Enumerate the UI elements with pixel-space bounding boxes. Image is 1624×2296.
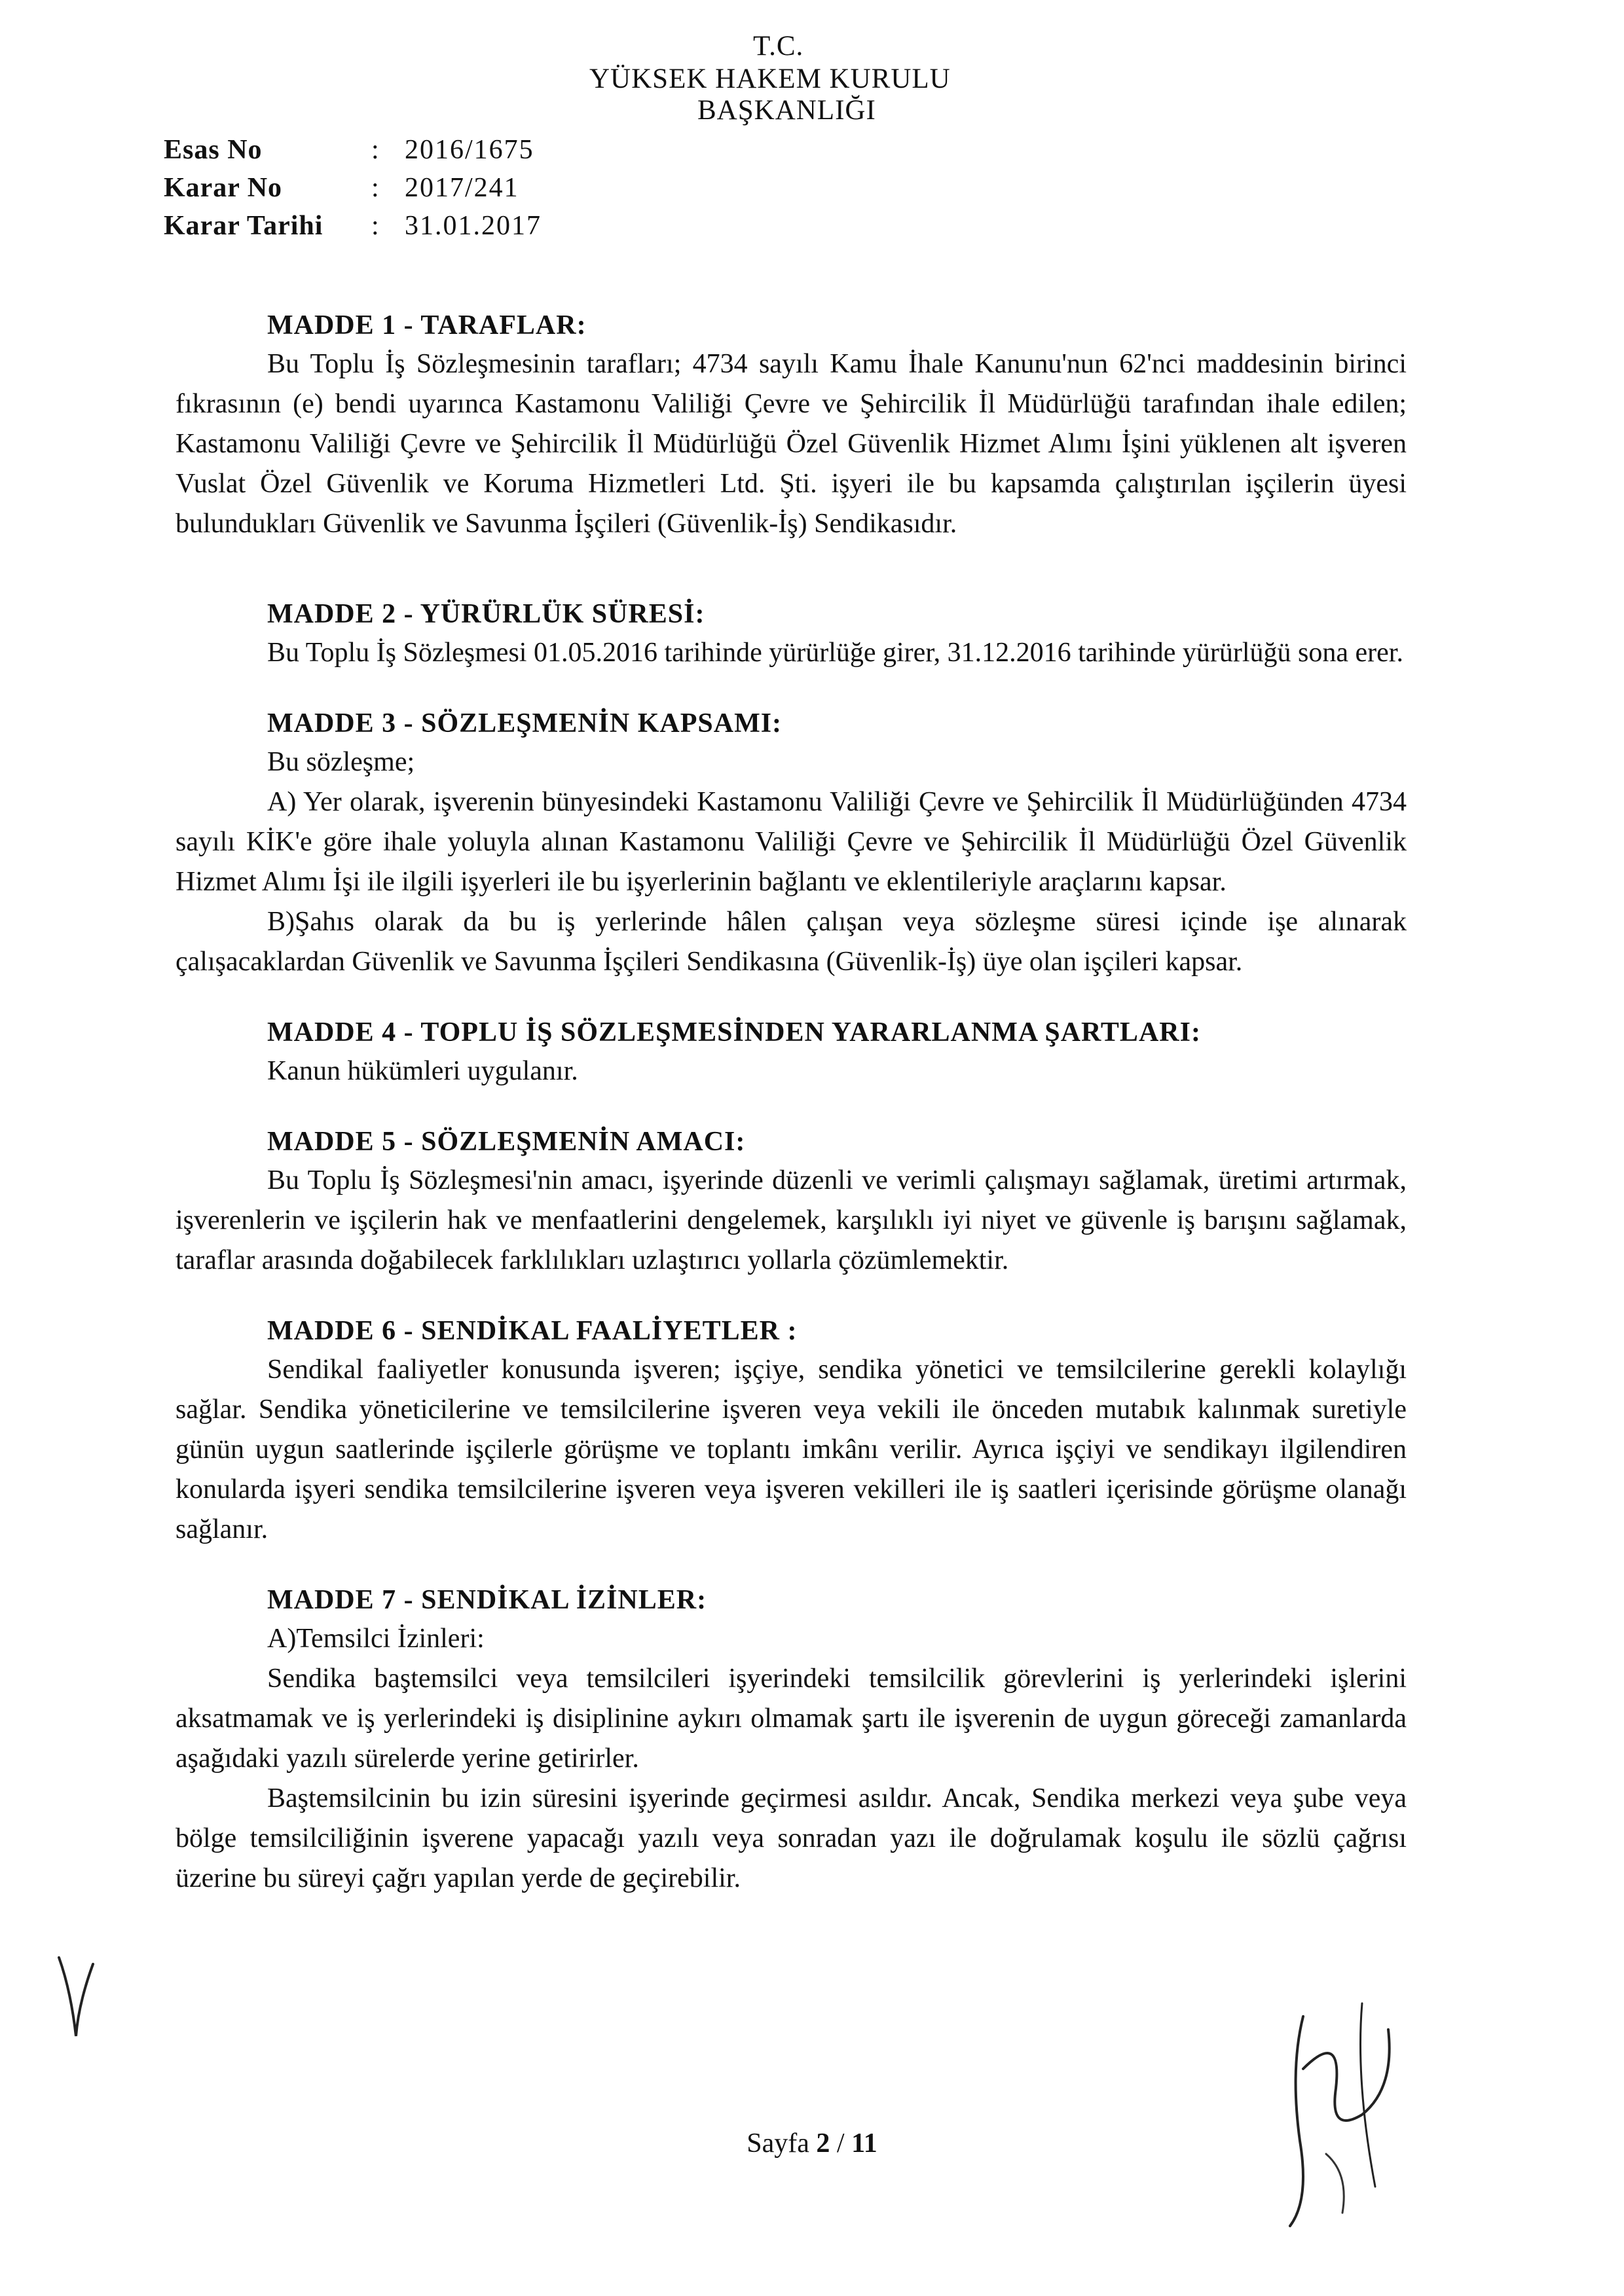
meta-label: Karar Tarihi [164, 211, 323, 241]
meta-value: 2017/241 [405, 173, 519, 203]
article-title: MADDE 1 - TARAFLAR: [267, 310, 587, 340]
article-4 [175, 1013, 1407, 1091]
article-paragraph: B)Şahıs olarak da bu iş yerlerinde hâlen çalışan veya sözleşme süresi içinde işe alınarak çalışacaklardan Güvenlik ve Savunma İşçileri Sendikasına (Güvenlik-İş) üye olan işçileri kapsar. [175, 907, 1407, 977]
article-7 [175, 1581, 1407, 1899]
footer-page-number: 2 [816, 2128, 830, 2159]
article-3 [175, 704, 1407, 982]
signature-mark [1264, 1990, 1414, 2239]
article-title: MADDE 6 - SENDİKAL FAALİYETLER : [267, 1316, 798, 1346]
article-title: MADDE 7 - SENDİKAL İZİNLER: [267, 1585, 707, 1615]
meta-value: 31.01.2017 [405, 211, 542, 241]
meta-label: Esas No [164, 135, 263, 165]
header-office: BAŞKANLIĞI [697, 95, 876, 126]
footer-page-total: 11 [851, 2128, 877, 2159]
article-paragraph: Bu Toplu İş Sözleşmesi 01.05.2016 tarihinde yürürlüğe girer, 31.12.2016 tarihinde yürürlüğü sona erer. [267, 638, 1403, 668]
meta-value: 2016/1675 [405, 135, 534, 165]
article-paragraph: Baştemsilcinin bu izin süresini işyerinde geçirmesi asıldır. Ancak, Sendika merkezi veya şube veya bölge temsilciliğinin işverene yapacağı yazılı veya sonradan yazı ile doğrulamak koşulu ile sözlü çağrısı üzerine bu süreyi çağrı yapılan yerde de geçirebilir. [175, 1783, 1407, 1893]
document-body [175, 306, 1407, 1899]
article-paragraph: Sendika baştemsilci veya temsilcileri işyerindeki temsilcilik görevlerini iş yerlerindeki işlerini aksatmamak ve iş yerlerindeki iş disiplinine aykırı olmamak şartı ile işverenin de uygun göreceği zamanlarda aşağıdaki yazılı sürelerde yerine getirirler. [175, 1664, 1407, 1774]
article-paragraph: Bu sözleşme; [267, 747, 415, 777]
article-2 [175, 595, 1407, 673]
article-6 [175, 1312, 1407, 1550]
article-paragraph: Kanun hükümleri uygulanır. [267, 1056, 578, 1086]
article-paragraph: Bu Toplu İş Sözleşmesinin tarafları; 4734 sayılı Kamu İhale Kanunu'nun 62'nci maddesinin birinci fıkrasının (e) bendi uyarınca Kastamonu Valiliği Çevre ve Şehircilik İl Müdürlüğü tarafından ihale edilen; Kastamonu Valiliği Çevre ve Şehircilik İl Müdürlüğü Özel Güvenlik Hizmet Alımı İşini yüklenen alt işveren Vuslat Özel Güvenlik ve Koruma Hizmetleri Ltd. Şti. işyeri ile bu kapsamda çalıştırılan işçilerin üyesi bulundukları Güvenlik ve Savunma İşçileri (Güvenlik-İş) Sendikasıdır. [175, 349, 1407, 539]
footer-separator: / [836, 2128, 845, 2159]
article-5 [175, 1123, 1407, 1281]
article-paragraph: A) Yer olarak, işverenin bünyesindeki Kastamonu Valiliği Çevre ve Şehircilik İl Müdürlüğünden 4734 sayılı KİK'e göre ihale yoluyla alınan Kastamonu Valiliği Çevre ve Şehircilik İl Müdürlüğü Özel Güvenlik Hizmet Alımı İşi ile ilgili işyerleri ile bu işyerlerinin bağlantı ve eklentileriyle araçlarını kapsar. [175, 787, 1407, 897]
article-title: MADDE 4 - TOPLU İŞ SÖZLEŞMESİNDEN YARARLANMA ŞARTLARI: [267, 1017, 1201, 1048]
margin-tick-mark [52, 1944, 105, 2049]
article-paragraph: Bu Toplu İş Sözleşmesi'nin amacı, işyerinde düzenli ve verimli çalışmayı sağlamak, üretimi artırmak, işverenlerin ve işçilerin hak ve menfaatlerini dengelemek, karşılıklı iyi niyet ve güvenle iş barışını sağlamak, taraflar arasında doğabilecek farklılıkları uzlaştırıcı yollarla çözümlemektir. [175, 1165, 1407, 1275]
document-page: T.C. YÜKSEK HAKEM KURULU BAŞKANLIĞI Esas No : 2016/1675 Karar No : 2017/241 Karar Tarihi : 31.01.2017 MADDE 1 - TARAFLAR: Bu Toplu İş Sözleşmesinin tarafları; 4734 sayılı Kamu İhale Kanunu'nun 62'nci maddesinin birinci fıkrasının (e) bendi uyarınca Kastamonu Valiliği Çevre ve Şehircilik İl Müdürlüğü tarafından ihale edilen; Kastamonu Valiliği Çevre ve Şehircilik İl Müdürlüğü Özel Güvenlik Hizmet Alımı İşini yüklenen alt işveren Vuslat Özel Güvenlik ve Koruma Hizmetleri Ltd. Şti. işyeri ile bu kapsamda çalıştırılan işçilerin üyesi bulundukları Güvenlik ve Savunma İşçileri (Güvenlik-İş) Sendikasıdır. MADDE 2 - YÜRÜRLÜK SÜRESİ: Bu Toplu İş Sözleşmesi 01.05.2016 tarihinde yürürlüğe girer, 31.12.2016 tarihinde yürürlüğü sona erer. MADDE 3 - SÖZLEŞMENİN KAPSAMI: Bu sözleşme; A) Yer olarak, işverenin bünyesindeki Kastamonu Valiliği Çevre ve Şehircilik İl Müdürlüğünden 4734 sayılı KİK'e göre ihale yoluyla alınan Kastamonu Valiliği Çevre ve Şehircilik İl Müdürlüğü Özel Güvenlik Hizmet Alımı İşi ile ilgili işyerleri ile bu işyerlerinin bağlantı ve eklentileriyle araçlarını kapsar. B)Şahıs olarak da bu iş yerlerinde hâlen çalışan veya sözleşme süresi içinde işe alınarak çalışacaklardan Güvenlik ve Savunma İşçileri Sendikasına (Güvenlik-İş) üye olan işçileri kapsar. MADDE 4 - TOPLU İŞ SÖZLEŞMESİNDEN YARARLANMA ŞARTLARI: Kanun hükümleri uygulanır. MADDE 5 - SÖZLEŞMENİN AMACI: Bu Toplu İş Sözleşmesi'nin amacı, işyerinde düzenli ve verimli çalışmayı sağlamak, üretimi artırmak, işverenlerin ve işçilerin hak ve menfaatlerini dengelemek, karşılıklı iyi niyet ve güvenle iş barışını sağlamak, taraflar arasında doğabilecek farklılıkları uzlaştırıcı yollarla çözümlemektir. MADDE 6 - SENDİKAL FAALİYETLER : Sendikal faaliyetler konusunda işveren; işçiye, sendika yönetici ve temsilcilerine gerekli kolaylığı sağlar. Sendika yöneticilerine ve temsilcilerine işveren veya vekili ile önceden mutabık kalınmak suretiyle günün uygun saatlerinde işçilerle görüşme ve toplantı imkânı verilir. Ayrıca işçiyi ve sendikayı ilgilendiren konularda işyeri sendika temsilcilerine işveren veya işveren vekilleri ile iş saatleri içerisinde görüşme olanağı sağlanır. MADDE 7 - SENDİKAL İZİNLER: A)Temsilci İzinleri: Sendika baştemsilci veya temsilcileri işyerindeki temsilcilik görevlerini iş yerlerindeki işlerini aksatmamak ve iş yerlerindeki iş disiplinine aykırı olmamak şartı ile işverenin de uygun göreceği zamanlarda aşağıdaki yazılı sürelerde yerine getirirler. Baştemsilcinin bu izin süresini işyerinde geçirmesi asıldır. Ancak, Sendika merkezi veya şube veya bölge temsilciliğinin işverene yapacağı yazılı veya sonradan yazı ile doğrulamak koşulu ile sözlü çağrısı üzerine bu süreyi çağrı yapılan yerde de geçirebilir. Sayfa 2 / 11 [0, 0, 1624, 2296]
header-country: T.C. [753, 31, 804, 62]
article-paragraph: A)Temsilci İzinleri: [267, 1624, 485, 1654]
article-title: MADDE 3 - SÖZLEŞMENİN KAPSAMI: [267, 708, 783, 738]
article-title: MADDE 5 - SÖZLEŞMENİN AMACI: [267, 1127, 746, 1157]
article-paragraph: Sendikal faaliyetler konusunda işveren; işçiye, sendika yönetici ve temsilcilerine gerekli kolaylığı sağlar. Sendika yöneticilerine ve temsilcilerine işveren veya vekili ile önceden mutabık kalınmak suretiyle günün uygun saatlerinde işçilerle görüşme ve toplantı imkânı verilir. Ayrıca işçiyi ve sendikayı ilgilendiren konularda işyeri sendika temsilcilerine işveren veya işveren vekilleri ile iş saatleri içerisinde görüşme olanağı sağlanır. [175, 1355, 1407, 1544]
meta-label: Karar No [164, 173, 283, 203]
article-title: MADDE 2 - YÜRÜRLÜK SÜRESİ: [267, 599, 705, 629]
footer-prefix: Sayfa [747, 2128, 809, 2159]
article-1 [175, 306, 1407, 544]
header-institution: YÜKSEK HAKEM KURULU [589, 64, 951, 94]
